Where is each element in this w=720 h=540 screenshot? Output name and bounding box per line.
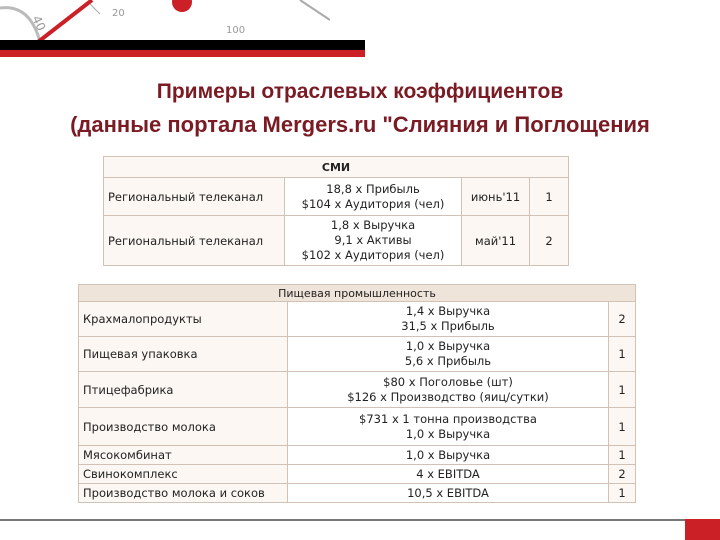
row-name: Производство молока [79,408,288,446]
table-row [79,446,636,465]
smi-table-heading: СМИ [104,157,569,178]
multiple-value: 18,8 х Прибыль [326,181,420,196]
gauge-label-100: 100 [226,25,246,36]
row-source: 2 [609,465,636,484]
multiple-value: 1,4 х Выручка [405,304,491,318]
table-row [79,408,636,446]
multiple-value: 1,8 х Выручка [330,218,416,232]
row-name: Мясокомбинат [79,446,288,465]
multiple-value: $104 х Аудитория (чел) [301,196,445,211]
table-row [104,216,569,266]
multiple-value: 5,6 х Прибыль [404,354,492,368]
smi-table [103,156,569,266]
food-industry-table [78,284,636,503]
row-source: 2 [530,216,569,266]
table-row [104,178,569,216]
multiple-value: 1,0 х Выручка [405,447,491,462]
row-source: 1 [609,337,636,372]
row-multiples [288,465,609,484]
row-multiples [285,216,462,266]
gauge-label-40: 40 [29,13,49,34]
top-black-bar [0,40,365,50]
row-source: 1 [530,178,569,216]
row-name: Свинокомплекс [79,465,288,484]
row-name: Крахмалопродукты [79,302,288,337]
multiple-value: $731 х 1 тонна производства [359,411,537,426]
row-name: Региональный телеканал [104,216,285,266]
row-name: Региональный телеканал [104,178,285,216]
table-row [79,302,636,337]
multiple-value: 9,1 х Активы [334,233,412,247]
table-row [79,337,636,372]
multiple-value: 4 х EBITDA [416,466,480,481]
multiple-value: 31,5 х Прибыль [401,319,495,333]
row-multiples [288,337,609,372]
row-multiples [288,484,609,503]
multiple-value: $80 х Поголовье (шт) [383,374,513,389]
row-multiples [288,408,609,446]
row-date: май'11 [462,216,530,266]
row-date: июнь'11 [462,178,530,216]
slide-title-line1: Примеры отраслевых коэффициентов [156,80,564,103]
row-source: 1 [609,446,636,465]
table-row [79,484,636,503]
multiple-value: $102 х Аудитория (чел) [301,248,445,262]
multiple-value: $126 х Производство (яиц/сутки) [347,389,549,404]
table-row [79,372,636,408]
row-multiples [288,446,609,465]
row-multiples [288,302,609,337]
multiple-value: 1,0 х Выручка [405,339,491,353]
slide-title-line2: (данные портала Mergers.ru "Слияния и Поглощения [70,112,650,137]
footer-red-block [685,519,720,540]
multiple-value: 1,0 х Выручка [405,426,491,441]
table-row [79,465,636,484]
row-source: 1 [609,484,636,503]
row-name: Производство молока и соков [79,484,288,503]
row-source: 1 [609,408,636,446]
top-red-bar [0,50,365,57]
row-source: 1 [609,372,636,408]
row-multiples [288,372,609,408]
row-source: 2 [609,302,636,337]
row-multiples [285,178,462,216]
gauge-label-20: 20 [112,8,125,19]
footer-line [0,519,720,521]
food-table-heading: Пищевая промышленность [79,285,636,302]
row-name: Пищевая упаковка [79,337,288,372]
multiple-value: 10,5 х EBITDA [407,485,489,500]
row-name: Птицефабрика [79,372,288,408]
